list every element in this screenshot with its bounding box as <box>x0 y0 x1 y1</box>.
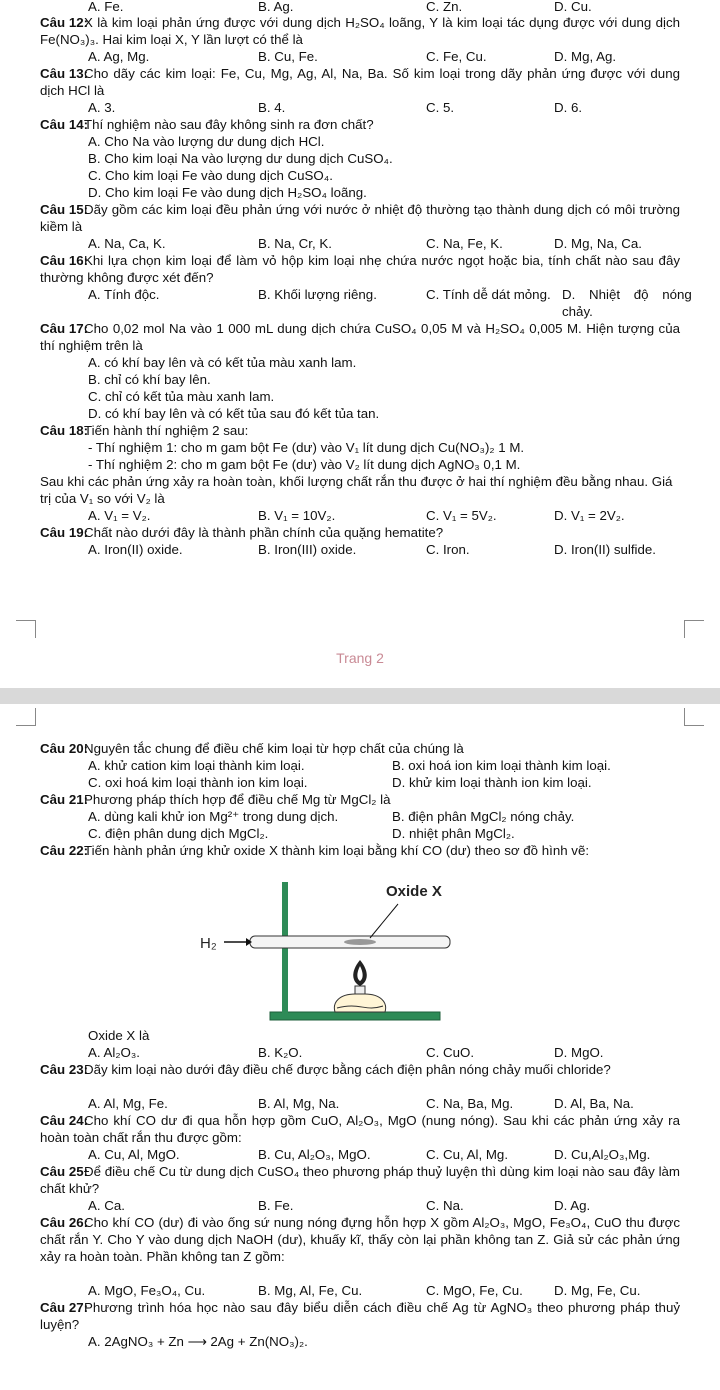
question-text: Cho 0,02 mol Na vào 1 000 mL dung dịch chứa CuSO₄ 0,05 M và H₂SO₄ 0,005 M. Hiện tượng của thí nghiệm trên là <box>40 321 680 353</box>
question-text: Cho khí CO dư đi qua hỗn hợp gồm CuO, Al₂O₃, MgO (nung nóng). Sau khi các phản ứng xảy ra hoàn toàn chất rắn thu được gồm: <box>40 1113 680 1145</box>
option: C. oxi hoá kim loại thành ion kim loại. <box>88 775 308 790</box>
option: C. 5. <box>426 100 455 115</box>
option: C. MgO, Fe, Cu. <box>426 1283 523 1298</box>
option: C. Tính dễ dát mỏng. <box>426 287 551 302</box>
option: C. CuO. <box>426 1045 475 1060</box>
oxide-sample <box>344 939 376 945</box>
option: C. V₁ = 5V₂. <box>426 508 497 523</box>
option: B. điện phân MgCl₂ nóng chảy. <box>392 809 575 824</box>
option: B. Cu, Al₂O₃, MgO. <box>258 1147 371 1162</box>
option: C. Na, Ba, Mg. <box>426 1096 514 1111</box>
question-number: Câu 23: <box>40 1062 89 1077</box>
option: D. Mg, Fe, Cu. <box>554 1283 641 1298</box>
question-number: Câu 14: <box>40 117 89 132</box>
corner-mark <box>16 708 36 726</box>
question-text: Thí nghiệm nào sau đây không sinh ra đơn chất? <box>84 117 374 132</box>
question-text: Tiến hành phản ứng khử oxide X thành kim loại bằng khí CO (dư) theo sơ đồ hình vẽ: <box>84 843 590 858</box>
question-text: Oxide X là <box>88 1028 150 1043</box>
question <box>40 1299 680 1333</box>
option: A. 3. <box>88 100 116 115</box>
option: D. Mg, Na, Ca. <box>554 236 642 251</box>
option: A. Al, Mg, Fe. <box>88 1096 168 1111</box>
option: B. K₂O. <box>258 1045 303 1060</box>
option: C. Cho kim loại Fe vào dung dịch CuSO₄. <box>88 168 333 183</box>
question <box>40 201 680 235</box>
option: A. Ag, Mg. <box>88 49 150 64</box>
option: B. V₁ = 10V₂. <box>258 508 336 523</box>
option: B. Cho kim loại Na vào lượng dư dung dịch CuSO₄. <box>88 151 393 166</box>
question-number: Câu 26: <box>40 1215 89 1230</box>
question <box>40 842 680 859</box>
option: D. Cu. <box>554 0 592 14</box>
question <box>40 252 680 286</box>
question-number: Câu 17: <box>40 321 89 336</box>
option: D. nhiệt phân MgCl₂. <box>392 826 515 841</box>
question-text: Để điều chế Cu từ dung dịch CuSO₄ theo phương pháp thuỷ luyện thì dùng kim loại nào sau đây làm chất khử? <box>40 1164 680 1196</box>
question-number: Câu 21: <box>40 792 89 807</box>
page-1 <box>0 0 720 690</box>
question-text: Tiến hành thí nghiệm 2 sau: <box>84 423 249 438</box>
option: C. Na, Fe, K. <box>426 236 503 251</box>
option: B. oxi hoá ion kim loại thành kim loại. <box>392 758 611 773</box>
question <box>40 320 680 354</box>
question-text: Phương pháp thích hợp để điều chế Mg từ MgCl₂ là <box>84 792 391 807</box>
corner-mark <box>684 708 704 726</box>
question <box>40 1214 680 1265</box>
option: C. Iron. <box>426 542 470 557</box>
question-number: Câu 24: <box>40 1113 89 1128</box>
option: D. Cu,Al₂O₃,Mg. <box>554 1147 651 1162</box>
option: B. Iron(III) oxide. <box>258 542 357 557</box>
question <box>40 524 680 541</box>
question-number: Câu 27: <box>40 1300 89 1315</box>
option: C. chỉ có kết tủa màu xanh lam. <box>88 389 275 404</box>
question-number: Câu 15: <box>40 202 89 217</box>
corner-mark <box>684 620 704 638</box>
option: B. Al, Mg, Na. <box>258 1096 340 1111</box>
option: A. Tính độc. <box>88 287 160 302</box>
option: D. Mg, Ag. <box>554 49 617 64</box>
option: D. có khí bay lên và có kết tủa sau đó kết tủa tan. <box>88 406 380 421</box>
question-number: Câu 18: <box>40 423 89 438</box>
option: D. V₁ = 2V₂. <box>554 508 625 523</box>
lamp-neck <box>355 986 365 994</box>
question-text: Cho dãy các kim loại: Fe, Cu, Mg, Ag, Al, Na, Ba. Số kim loại trong dãy phản ứng được với dung dịch HCl là <box>40 66 680 98</box>
question-text: Khi lựa chọn kim loại để làm vỏ hộp kim loại nhẹ chứa nước ngọt hoặc bia, tính chất nào sau đây thường không được xét đến? <box>40 253 680 285</box>
option: C. Fe, Cu. <box>426 49 487 64</box>
option: B. chỉ có khí bay lên. <box>88 372 211 387</box>
option: A. dùng kali khử ion Mg²⁺ trong dung dịch. <box>88 809 339 824</box>
option: A. khử cation kim loại thành kim loại. <box>88 758 305 773</box>
option: C. Na. <box>426 1198 464 1213</box>
option: A. Fe. <box>88 0 124 14</box>
option: A. Cu, Al, MgO. <box>88 1147 180 1162</box>
question-number: Câu 16: <box>40 253 89 268</box>
question-text: Nguyên tắc chung để điều chế kim loại từ hợp chất của chúng là <box>84 741 464 756</box>
question <box>40 65 680 99</box>
option: B. Fe. <box>258 1198 294 1213</box>
option: D. Al, Ba, Na. <box>554 1096 634 1111</box>
spirit-lamp <box>334 994 385 1012</box>
option: C. Zn. <box>426 0 463 14</box>
question <box>40 1163 680 1197</box>
question-text: Dãy gồm các kim loại đều phản ứng với nước ở nhiệt độ thường tạo thành dung dịch có môi trường kiềm là <box>40 202 680 234</box>
corner-mark <box>16 620 36 638</box>
question-text: X là kim loại phản ứng được với dung dịch H₂SO₄ loãng, Y là kim loại tác dụng được với dung dịch Fe(NO₃)₃. Hai kim loại X, Y lần lượt có thể là <box>40 15 680 47</box>
question <box>40 422 680 439</box>
option: C. Cu, Al, Mg. <box>426 1147 509 1162</box>
option: A. MgO, Fe₃O₄, Cu. <box>88 1283 206 1298</box>
question <box>40 1112 680 1146</box>
question-text: Chất nào dưới đây là thành phần chính của quặng hematite? <box>84 525 444 540</box>
page-2 <box>0 704 720 1390</box>
option: D. MgO. <box>554 1045 604 1060</box>
question-number: Câu 20: <box>40 741 89 756</box>
question-text: Phương trình hóa học nào sau đây biểu diễn cách điều chế Ag từ AgNO₃ theo phương pháp thuỷ luyện? <box>40 1300 680 1332</box>
question <box>40 740 680 757</box>
page-footer: Trang 2 <box>336 650 384 666</box>
option: D. Iron(II) sulfide. <box>554 542 656 557</box>
option: Sau khi các phản ứng xảy ra hoàn toàn, khối lượng chất rắn thu được ở hai thí nghiệm đều bằng nhau. Giá trị của V₁ so với V₂ là <box>40 474 673 506</box>
figure-title: Oxide X <box>386 883 442 900</box>
gas-label: H₂ <box>200 935 217 952</box>
option: A. Iron(II) oxide. <box>88 542 183 557</box>
question-number: Câu 13: <box>40 66 89 81</box>
option: B. Khối lượng riêng. <box>258 287 377 302</box>
question-number: Câu 22: <box>40 843 89 858</box>
option: B. Ag. <box>258 0 294 14</box>
stand-base <box>270 1012 440 1020</box>
apparatus-diagram <box>200 862 460 1030</box>
option: A. Na, Ca, K. <box>88 236 166 251</box>
question-number: Câu 12: <box>40 15 89 30</box>
option: D. Nhiệt độ nóng chảy. <box>562 287 692 319</box>
option: D. 6. <box>554 100 583 115</box>
question-number: Câu 25: <box>40 1164 89 1179</box>
option: A. Al₂O₃. <box>88 1045 140 1060</box>
option: A. Ca. <box>88 1198 125 1213</box>
question <box>40 1061 680 1078</box>
option: - Thí nghiệm 1: cho m gam bột Fe (dư) vào V₁ lít dung dịch Cu(NO₃)₂ 1 M. <box>88 440 525 455</box>
option: A. Cho Na vào lượng dư dung dịch HCl. <box>88 134 325 149</box>
option: C. điện phân dung dịch MgCl₂. <box>88 826 269 841</box>
page-gap <box>0 688 720 704</box>
option: B. 4. <box>258 100 286 115</box>
question-text: Cho khí CO (dư) đi vào ống sứ nung nóng đựng hỗn hợp X gồm Al₂O₃, MgO, Fe₃O₄, CuO thu được chất rắn Y. Cho Y vào dung dịch NaOH (dư), khuấy kĩ, thấy còn lại phần không tan Z. Giả sử các phản ứng xảy ra hoàn toàn. Phần không tan Z gồm: <box>40 1215 680 1264</box>
option: D. khử kim loại thành ion kim loại. <box>392 775 592 790</box>
question <box>40 14 680 48</box>
question-text: Dãy kim loại nào dưới đây điều chế được bằng cách điện phân nóng chảy muối chloride? <box>84 1062 611 1077</box>
label-pointer <box>370 904 398 938</box>
option: A. 2AgNO₃ + Zn ⟶ 2Ag + Zn(NO₃)₂. <box>88 1334 308 1349</box>
option: B. Mg, Al, Fe, Cu. <box>258 1283 363 1298</box>
option: A. V₁ = V₂. <box>88 508 151 523</box>
question-number: Câu 19: <box>40 525 89 540</box>
option: - Thí nghiệm 2: cho m gam bột Fe (dư) vào V₂ lít dung dịch AgNO₃ 0,1 M. <box>88 457 521 472</box>
question <box>40 116 680 133</box>
option: A. có khí bay lên và có kết tủa màu xanh lam. <box>88 355 357 370</box>
option: D. Ag. <box>554 1198 591 1213</box>
option: D. Cho kim loại Fe vào dung dịch H₂SO₄ loãng. <box>88 185 367 200</box>
option: B. Na, Cr, K. <box>258 236 332 251</box>
option: B. Cu, Fe. <box>258 49 318 64</box>
question <box>40 791 680 808</box>
